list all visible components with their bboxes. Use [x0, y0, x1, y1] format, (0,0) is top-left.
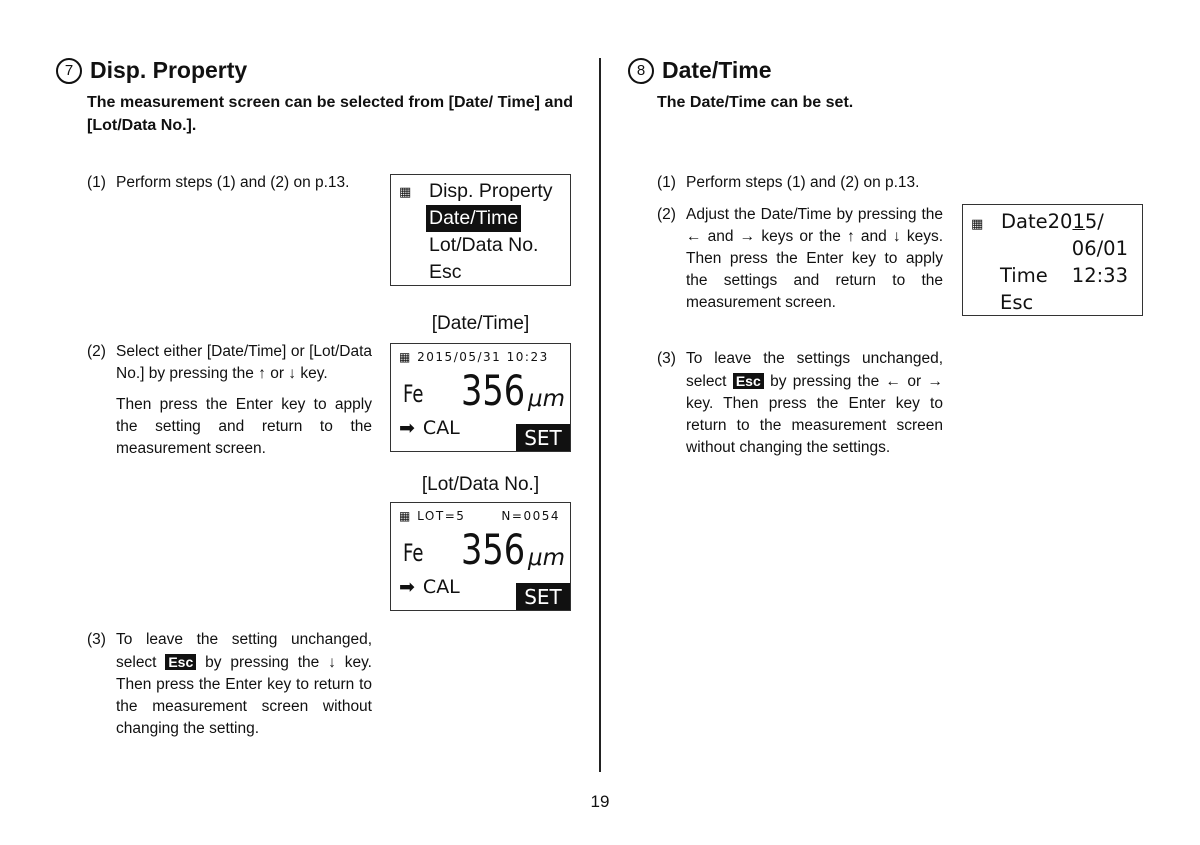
right-step-2: (2) Adjust the Date/Time by pressing the ← and → keys or the ↑ and ↓ keys. Then press the Enter key to apply the settings and return to the measurement screen. — [657, 206, 943, 311]
menu-item-lot-data: Lot/Data No. — [429, 234, 539, 256]
screen-lot-text: ▦ LOT=5 — [399, 509, 466, 523]
screen-datetime-text: ▦ 2015/05/31 10:23 — [399, 350, 549, 364]
column-divider — [599, 58, 601, 772]
element-label: Fe — [403, 380, 424, 408]
page-number: 19 — [590, 792, 610, 811]
lot-data-measurement-screen — [390, 502, 571, 611]
screen-caption-date-time: [Date/Time] — [431, 313, 530, 334]
arrow-right-icon: ➡ — [399, 576, 415, 598]
right-step-1: (1) Perform steps (1) and (2) on p.13. — [657, 174, 920, 191]
section-8-intro: The Date/Time can be set. — [657, 94, 854, 111]
measurement-unit: μm — [528, 386, 566, 412]
date-row: ▦ Date2015/ — [971, 208, 1142, 235]
section-number-8: 8 — [628, 58, 654, 84]
left-step-2: (2) Select either [Date/Time] or [Lot/Data No.] by pressing the ↑ or ↓ key. Then press the Enter key to apply the setting and return to the measurement screen. — [87, 343, 372, 457]
calendar-icon: ▦ — [399, 509, 418, 523]
section-7-heading: Disp. Property — [90, 57, 248, 83]
menu-item-disp-property: ▦ Disp. Property — [399, 178, 570, 205]
cal-label: ➡ CAL — [399, 576, 460, 598]
menu-item-date-time: Date/Time — [399, 205, 570, 232]
element-label: Fe — [403, 539, 424, 567]
date-time-setting-screen — [962, 204, 1143, 316]
menu-item-esc: Esc — [429, 261, 462, 283]
measurement-unit: μm — [528, 545, 566, 571]
esc-key-badge: Esc — [165, 654, 196, 670]
cal-label: ➡ CAL — [399, 417, 460, 439]
month-day-row: 06/01 — [1071, 237, 1128, 260]
esc-key-badge: Esc — [733, 373, 764, 389]
section-8-heading: Date/Time — [662, 57, 772, 83]
disp-property-menu-screen — [390, 174, 571, 286]
date-time-measurement-screen — [390, 343, 571, 452]
section-number-7: 7 — [56, 58, 82, 84]
screen-data-number-text: N=0054 — [501, 509, 560, 523]
measurement-value: 356 — [461, 525, 526, 574]
left-step-3: (3) To leave the setting unchanged, select Esc by pressing the ↓ key. Then press the Enter key to return to the measurement screen without changing the setting. — [87, 631, 372, 737]
calendar-icon: ▦ — [399, 350, 418, 364]
date-cursor: 1 — [1072, 210, 1085, 233]
time-row: Time 12:33 — [1000, 264, 1128, 287]
right-step-3: (3) To leave the settings unchanged, select Esc by pressing the ← or → key. Then press the Enter key to return to the measurement screen without changing the settings. — [657, 350, 943, 456]
left-step-1: (1) Perform steps (1) and (2) on p.13. — [87, 174, 350, 191]
measurement-value: 356 — [461, 366, 526, 415]
set-label: SET — [516, 424, 570, 451]
arrow-right-icon: ➡ — [399, 417, 415, 439]
esc-row: Esc — [1000, 291, 1034, 314]
calendar-icon: ▦ — [971, 217, 984, 232]
set-label: SET — [516, 583, 570, 610]
screen-caption-lot-data: [Lot/Data No.] — [421, 474, 540, 495]
section-7-title — [56, 57, 247, 84]
calendar-icon: ▦ — [399, 184, 412, 199]
section-7-intro: The measurement screen can be selected from [Date/ Time] and [Lot/Data No.]. — [87, 94, 573, 134]
section-8-title — [628, 57, 772, 84]
